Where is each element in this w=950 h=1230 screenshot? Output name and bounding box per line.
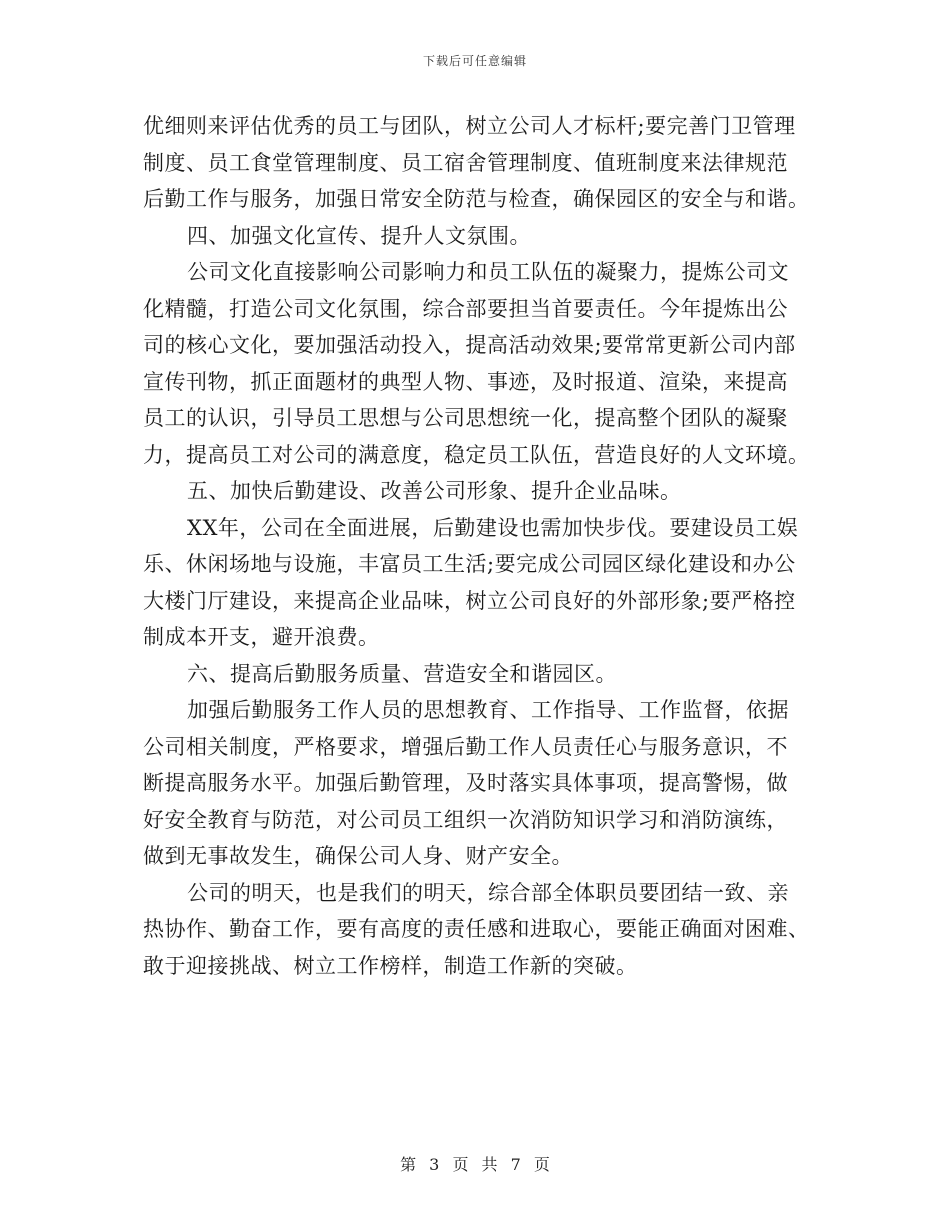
text-line: 公司的明天，也是我们的明天，综合部全体职员要团结一致、亲: [187, 880, 789, 905]
text-line: 热协作、勤奋工作，要有高度的责任感和进取心，要能正确面对困难、: [143, 917, 810, 941]
section-heading: 六、提高后勤服务质量、营造安全和谐园区。: [187, 661, 617, 686]
text-line: 制度、员工食堂管理制度、员工宿舍管理制度、值班制度来法律规范: [143, 150, 788, 175]
text-line: 员工的认识，引导员工思想与公司思想统一化，提高整个团队的凝聚: [143, 406, 788, 430]
text-line: 断提高服务水平。加强后勤管理，及时落实具体事项，提高警惕，做: [143, 771, 788, 795]
text-line: 敢于迎接挑战、树立工作榜样，制造工作新的突破。: [143, 953, 638, 978]
text-line: 做到无事故发生，确保公司人身、财产安全。: [143, 844, 573, 868]
text-line: 化精髓，打造公司文化氛围，综合部要担当首要责任。今年提炼出公: [143, 296, 788, 321]
page-number-footer: 第 3 页 共 7 页: [400, 1155, 550, 1174]
text-line: XX年，公司在全面进展，后勤建设也需加快步伐。要建设员工娱: [187, 515, 799, 540]
text-line: 公司相关制度，严格要求，增强后勤工作人员责任心与服务意识，不: [143, 734, 788, 759]
section-heading: 五、加快后勤建设、改善公司形象、提升企业品味。: [187, 479, 682, 503]
text-line: 制成本开支，避开浪费。: [143, 625, 380, 649]
document-body: [143, 108, 810, 984]
text-line: 好安全教育与防范，对公司员工组织一次消防知识学习和消防演练，: [143, 807, 788, 832]
section-heading: 四、加强文化宣传、提升人文氛围。: [187, 223, 531, 248]
text-line: 加强后勤服务工作人员的思想教育、工作指导、工作监督，依据: [187, 698, 789, 722]
text-line: 公司文化直接影响公司影响力和员工队伍的凝聚力，提炼公司文: [187, 260, 789, 284]
page-header: 下载后可任意编辑: [422, 54, 527, 68]
text-line: 力，提高员工对公司的满意度，稳定员工队伍，营造良好的人文环境。: [143, 442, 810, 467]
text-line: 宣传刊物，抓正面题材的典型人物、事迹，及时报道、渲染，来提高: [143, 369, 788, 394]
text-line: 司的核心文化，要加强活动投入，提高活动效果;要常常更新公司内部: [143, 333, 796, 357]
text-line: 后勤工作与服务，加强日常安全防范与检查，确保园区的安全与和谐。: [143, 187, 810, 211]
text-line: 乐、休闲场地与设施，丰富员工生活;要完成公司园区绿化建设和办公: [143, 552, 796, 576]
text-line: 大楼门厅建设，来提高企业品味，树立公司良好的外部形象;要严格控: [143, 588, 796, 613]
text-line: 优细则来评估优秀的员工与团队，树立公司人才标杆;要完善门卫管理: [143, 114, 796, 138]
